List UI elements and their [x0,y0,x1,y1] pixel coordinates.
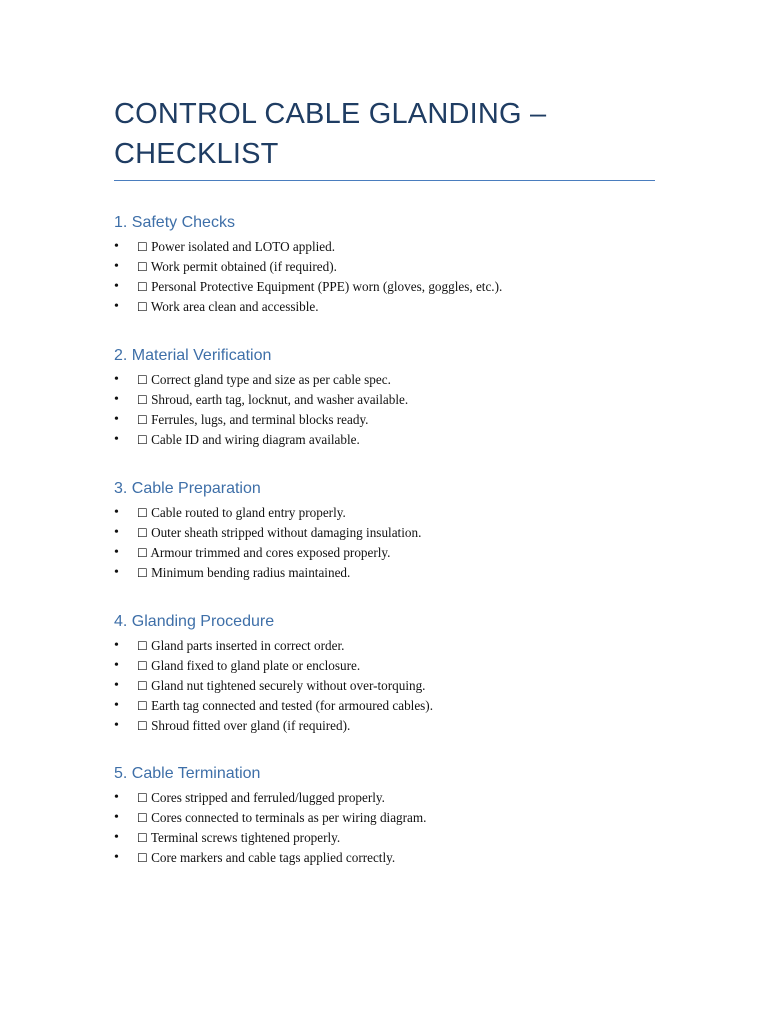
checklist-item [114,563,674,583]
bullet-icon: • [114,279,119,294]
checkbox-icon[interactable]: ☐ [137,699,148,713]
bullet-icon: • [114,810,119,825]
checklist-item [114,808,674,828]
checklist-item-text: Armour trimmed and cores exposed properly. [150,545,391,560]
checkbox-icon[interactable]: ☐ [137,719,148,733]
title-block [114,94,655,174]
checklist-item-text: Minimum bending radius maintained. [151,565,351,580]
checklist-item [114,828,674,848]
checklist-item-text: Shroud, earth tag, locknut, and washer available. [151,392,409,407]
checkbox-icon[interactable]: ☐ [137,546,148,560]
checklist-item-text: Power isolated and LOTO applied. [151,239,336,254]
section-material-verification [114,346,674,450]
section-heading: 2. Material Verification [114,347,272,364]
bullet-icon: • [114,850,119,865]
bullet-icon: • [114,638,119,653]
section-safety-checks [114,213,674,317]
checkbox-icon[interactable]: ☐ [137,413,148,427]
checklist-item-text: Cable routed to gland entry properly. [151,505,346,520]
bullet-icon: • [114,392,119,407]
checkbox-icon[interactable]: ☐ [137,639,148,653]
section-cable-termination [114,764,674,868]
section-heading: 4. Glanding Procedure [114,613,275,630]
checkbox-icon[interactable]: ☐ [137,831,148,845]
bullet-icon: • [114,698,119,713]
checkbox-icon[interactable]: ☐ [137,659,148,673]
checklist-item [114,297,674,317]
bullet-icon: • [114,658,119,673]
bullet-icon: • [114,239,119,254]
checklist [114,370,674,450]
checklist-item-text: Gland nut tightened securely without over-torquing. [151,678,426,693]
checkbox-icon[interactable]: ☐ [137,433,148,447]
bullet-icon: • [114,505,119,520]
checklist-item-text: Correct gland type and size as per cable spec. [151,372,391,387]
page-title: CONTROL CABLE GLANDING – CHECKLIST [114,98,547,170]
checkbox-icon[interactable]: ☐ [137,566,148,580]
checklist-item [114,788,674,808]
checklist-item [114,237,674,257]
bullet-icon: • [114,432,119,447]
checklist-item-text: Cable ID and wiring diagram available. [151,432,360,447]
checklist-item-text: Work area clean and accessible. [150,299,319,314]
checkbox-icon[interactable]: ☐ [137,260,148,274]
bullet-icon: • [114,525,119,540]
section-heading: 5. Cable Termination [114,765,261,782]
bullet-icon: • [114,678,119,693]
checklist-item [114,430,674,450]
checklist-item-text: Earth tag connected and tested (for armoured cables). [151,698,433,713]
checklist-item-text: Work permit obtained (if required). [150,259,337,274]
checklist-item [114,656,674,676]
section-cable-preparation [114,479,674,583]
checklist-item-text: Shroud fitted over gland (if required). [151,718,351,733]
bullet-icon: • [114,790,119,805]
checklist-item [114,370,674,390]
checklist-item [114,410,674,430]
title-divider [114,180,655,181]
bullet-icon: • [114,412,119,427]
checkbox-icon[interactable]: ☐ [137,526,148,540]
checklist-item [114,277,674,297]
bullet-icon: • [114,299,119,314]
checklist [114,237,674,317]
checkbox-icon[interactable]: ☐ [137,393,148,407]
checklist-item [114,390,674,410]
checklist [114,788,674,868]
checklist-item-text: Core markers and cable tags applied correctly. [151,850,396,865]
checklist-item [114,716,674,736]
bullet-icon: • [114,259,119,274]
checklist-item [114,523,674,543]
checklist-item-text: Gland fixed to gland plate or enclosure. [151,658,361,673]
checkbox-icon[interactable]: ☐ [137,373,148,387]
checklist-item [114,676,674,696]
checkbox-icon[interactable]: ☐ [137,240,148,254]
checklist-item-text: Ferrules, lugs, and terminal blocks ready. [151,412,369,427]
bullet-icon: • [114,830,119,845]
checkbox-icon[interactable]: ☐ [137,791,148,805]
checklist-item [114,696,674,716]
checkbox-icon[interactable]: ☐ [137,280,148,294]
checklist-item-text: Cores stripped and ferruled/lugged properly. [151,790,385,805]
checkbox-icon[interactable]: ☐ [137,851,148,865]
checklist-item [114,503,674,523]
bullet-icon: • [114,565,119,580]
checklist-item-text: Personal Protective Equipment (PPE) worn (gloves, goggles, etc.). [151,279,503,294]
checklist-item-text: Terminal screws tightened properly. [150,830,341,845]
checklist-item [114,636,674,656]
checklist-item-text: Cores connected to terminals as per wiring diagram. [151,810,427,825]
checkbox-icon[interactable]: ☐ [137,506,148,520]
checklist [114,503,674,583]
section-heading: 3. Cable Preparation [114,480,261,497]
checklist-item [114,257,674,277]
checklist-item-text: Gland parts inserted in correct order. [151,638,345,653]
checkbox-icon[interactable]: ☐ [137,679,148,693]
checklist [114,636,674,736]
section-glanding-procedure [114,612,674,736]
bullet-icon: • [114,545,119,560]
section-heading: 1. Safety Checks [114,214,235,231]
bullet-icon: • [114,718,119,733]
checklist-item [114,848,674,868]
checkbox-icon[interactable]: ☐ [137,300,148,314]
checklist-item-text: Outer sheath stripped without damaging insulation. [151,525,422,540]
checkbox-icon[interactable]: ☐ [137,811,148,825]
bullet-icon: • [114,372,119,387]
checklist-item [114,543,674,563]
